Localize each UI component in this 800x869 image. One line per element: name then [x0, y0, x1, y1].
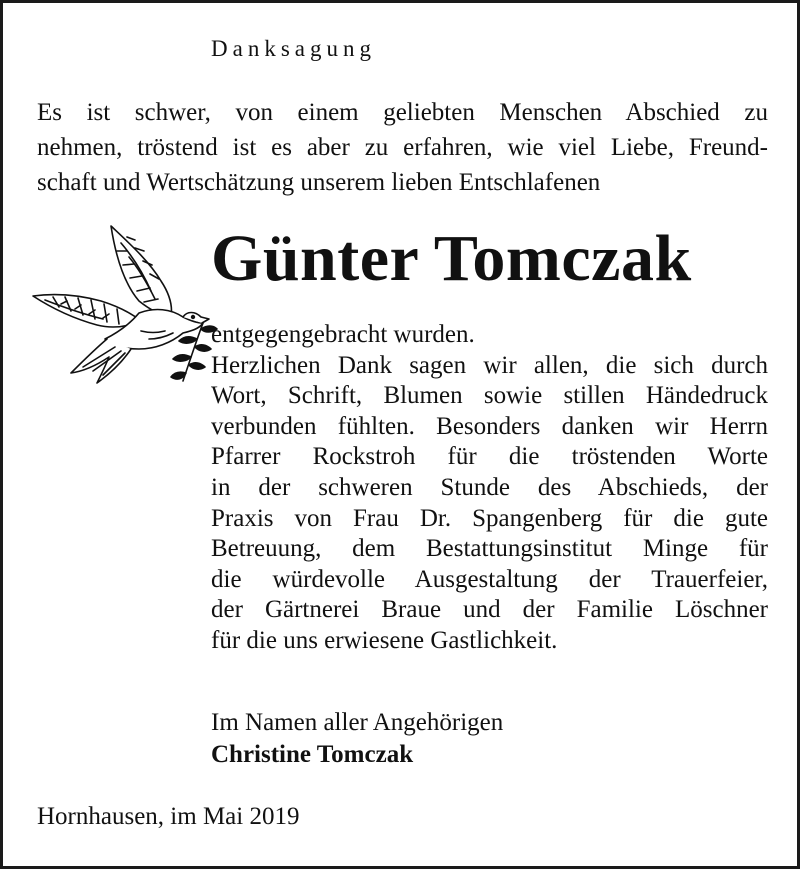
notice-heading: Danksagung — [211, 36, 376, 61]
deceased-name: Günter Tomczak — [211, 222, 692, 295]
body-line: Praxis von Frau Dr. Spangenberg für die gute — [211, 504, 768, 532]
intro-line: schaft und Wertschätzung unserem lieben Entschlafenen — [37, 169, 601, 196]
intro-line: nehmen, tröstend ist es aber zu erfahren, wie viel Liebe, Freund- — [37, 134, 768, 161]
body-line: Wort, Schrift, Blumen sowie stillen Händedruck — [211, 382, 768, 410]
body-line: verbunden fühlten. Besonders danken wir Herrn — [211, 412, 768, 440]
signature-block — [211, 707, 503, 771]
body-line: für die uns erwiesene Gastlichkeit. — [211, 626, 558, 654]
body-line: Betreuung, dem Bestattungsinstitut Minge für — [211, 535, 768, 563]
dove-with-olive-branch-icon — [31, 221, 221, 389]
body-line: entgegengebracht wurden. — [211, 321, 475, 348]
body-line: in der schweren Stunde des Abschieds, der — [211, 473, 768, 501]
thanks-paragraph — [211, 320, 768, 657]
intro-paragraph — [37, 95, 768, 200]
place-date: Hornhausen, im Mai 2019 — [37, 803, 300, 830]
body-line: Pfarrer Rockstroh für die tröstenden Worte — [211, 443, 768, 471]
body-line: die würdevolle Ausgestaltung der Trauerfeier, — [211, 565, 768, 593]
regards-line: Im Namen aller Angehörigen — [211, 709, 504, 736]
intro-line: Es ist schwer, von einem geliebten Menschen Abschied zu — [37, 99, 768, 126]
body-line: der Gärtnerei Braue und der Familie Löschner — [211, 596, 768, 624]
signer-name: Christine Tomczak — [211, 741, 414, 768]
body-line: Herzlichen Dank sagen wir allen, die sich durch — [211, 351, 768, 379]
